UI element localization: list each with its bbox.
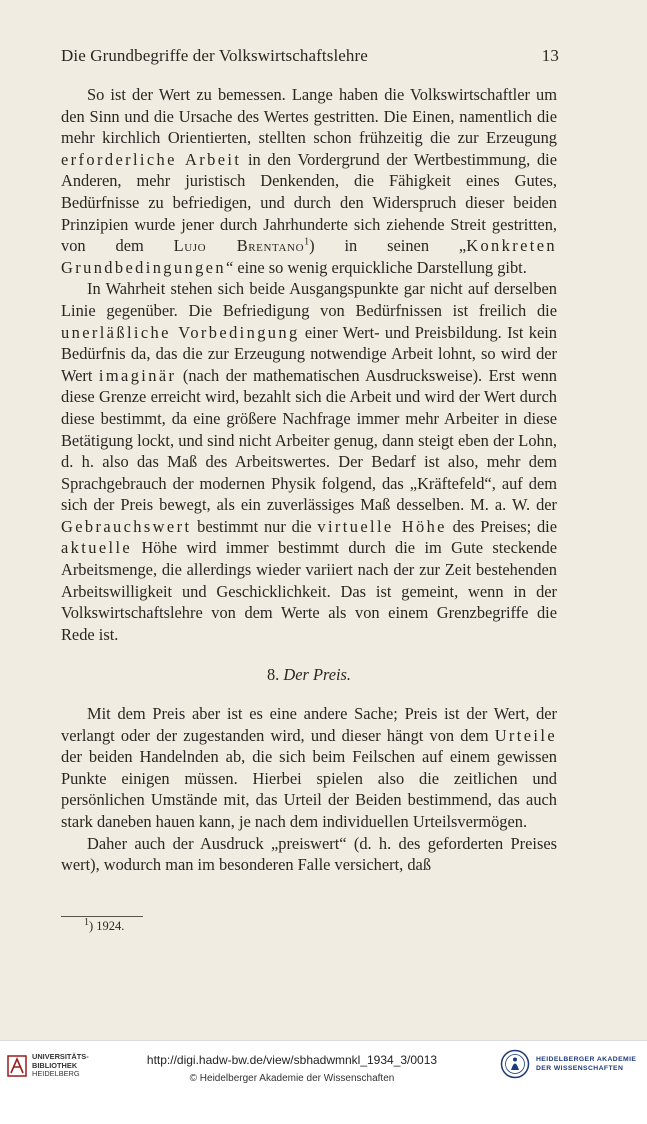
- text-run: Mit dem Preis aber ist es eine andere Sache; Preis ist der Wert, der verlangt oder der zugestanden wird, und dieser hängt von dem: [61, 704, 557, 745]
- text-run: Höhe wird immer bestimmt durch die im Gute steckende Arbeitsmenge, die allerdings wieder variiert nach der zur Zeit bestehenden Arbeitswilligkeit und Geschicklichkeit. Das ist gemeint, wenn in der Volkswirtschaftslehre von dem Werte als von einem Grenzbegriffe die Rede ist.: [61, 538, 557, 644]
- library-logo[interactable]: [7, 1053, 89, 1079]
- section-number: 8.: [266, 665, 280, 685]
- paragraph-4: [61, 833, 557, 876]
- text-run: ) in seinen „: [309, 236, 467, 256]
- academy-logo[interactable]: [500, 1049, 636, 1079]
- library-emblem-icon: [7, 1055, 27, 1077]
- text-run: einer Wert- und Preisbildung. Ist kein Bedürfnis da, das die zur Erzeugung notwendige Arbeit lohnt, so wird der Wert: [61, 322, 558, 385]
- text-run: des Preises; die: [446, 516, 557, 536]
- viewer-footer: [0, 1040, 647, 1124]
- permalink-url[interactable]: http://digi.hadw-bw.de/view/sbhadwmnkl_1934_3/0013: [146, 1053, 438, 1067]
- page-number: 13: [541, 46, 559, 65]
- running-head-title: Die Grundbegriffe der Volkswirtschaftslehre: [61, 46, 368, 65]
- spaced-emphasis: Konkreten Grundbedingungen: [61, 236, 557, 277]
- academy-name-line1: HEIDELBERGER AKADEMIE: [536, 1056, 637, 1063]
- running-head: [61, 46, 559, 66]
- text-run: In Wahrheit stehen sich beide Ausgangspunkte gar nicht auf derselben Linie gegenüber. Die Befriedigung von Bedürfnissen ist freilich die: [61, 279, 557, 320]
- academy-seal-icon: [500, 1049, 530, 1079]
- spaced-emphasis: aktuelle: [61, 538, 133, 558]
- body-text: [61, 84, 557, 876]
- library-name-line3: HEIDELBERG: [32, 1069, 80, 1078]
- paragraph-1: [61, 84, 557, 278]
- footnote: [84, 916, 125, 934]
- text-run: bestimmt nur die: [191, 516, 318, 536]
- text-run: Daher auch der Ausdruck „preiswert“ (d. h. des geforderten Preises wert), wodurch man im besonderen Falle versichert, daß: [61, 833, 557, 875]
- library-name-line2: BIBLIOTHEK: [32, 1060, 78, 1070]
- text-run: (nach der mathematischen Ausdrucksweise). Erst wenn diese Grenze erreicht wird, bezahlt sich die Arbeit und wird der Wert durch diese bestimmt, da eine größere Nachfrage immer mehr Arbeiter in diese Betätigung lockt, und sind nicht Arbeiter genug, dann steigt eben der Lohn, d. h. also das Maß des Arbeitswertes. Der Bedarf ist also, mehr dem Sprachgebrauch der modernen Physik folgend, das „Kräftefeld“, auf dem sich der Preis bewegt, als ein zuverlässiges Maß desselben. M. a. W. der: [61, 365, 557, 515]
- spaced-emphasis: virtuelle Höhe: [317, 516, 447, 536]
- section-title: Der Preis.: [283, 665, 352, 685]
- library-name-line1: UNIVERSITÄTS-: [32, 1052, 89, 1061]
- spaced-emphasis: erforderliche Arbeit: [61, 149, 242, 169]
- text-run: So ist der Wert zu bemessen. Lange haben die Volkswirtschaftler um den Sinn und die Ursache des Wertes gestritten. Die Einen, namentlich die mehr kirchlich Orientierten, stellten schon frühzeitig die zur Erzeugung: [61, 85, 557, 148]
- text-run: der beiden Handelnden ab, die sich beim Feilschen auf einem gewissen Punkte einigen müssen. Hierbei spielen also die zeitlichen und persönlichen Umstände mit, das Urteil der Beiden bestimmend, das auch stark daneben hauen kann, je nach dem individuellen Urteilsvermögen.: [61, 747, 557, 831]
- spaced-emphasis: imaginär: [98, 365, 177, 385]
- footnote-rule: [61, 916, 143, 917]
- spaced-emphasis: Urteile: [494, 725, 557, 745]
- paragraph-2: [61, 278, 557, 645]
- footnote-mark: 1: [84, 916, 89, 928]
- spaced-emphasis: unerläßliche Vorbedingung: [61, 322, 300, 342]
- footnote-reference[interactable]: 1: [304, 236, 310, 248]
- academy-name-line2: DER WISSENSCHAFTEN: [536, 1065, 624, 1072]
- footnote-text: ) 1924.: [89, 919, 125, 933]
- copyright-notice: © Heidelberger Akademie der Wissenschaften: [189, 1073, 395, 1084]
- spaced-emphasis: Gebrauchswert: [61, 516, 192, 536]
- text-run: in den Vordergrund der Wertbestimmung, die Anderen, mehr juristisch Denkenden, die Fähigkeit eines Gutes, Bedürfnisse zu befriedigen, und durch den Widerspruch dieser beiden Prinzipien wurde jener durch Jahrhunderte sich ziehende Streit gestritten, von dem: [61, 149, 557, 256]
- section-heading: [61, 664, 557, 686]
- text-run: “ eine so wenig erquickliche Darstellung gibt.: [225, 257, 527, 277]
- author-name: Lujo Brentano: [173, 236, 305, 256]
- paragraph-3: [61, 703, 557, 833]
